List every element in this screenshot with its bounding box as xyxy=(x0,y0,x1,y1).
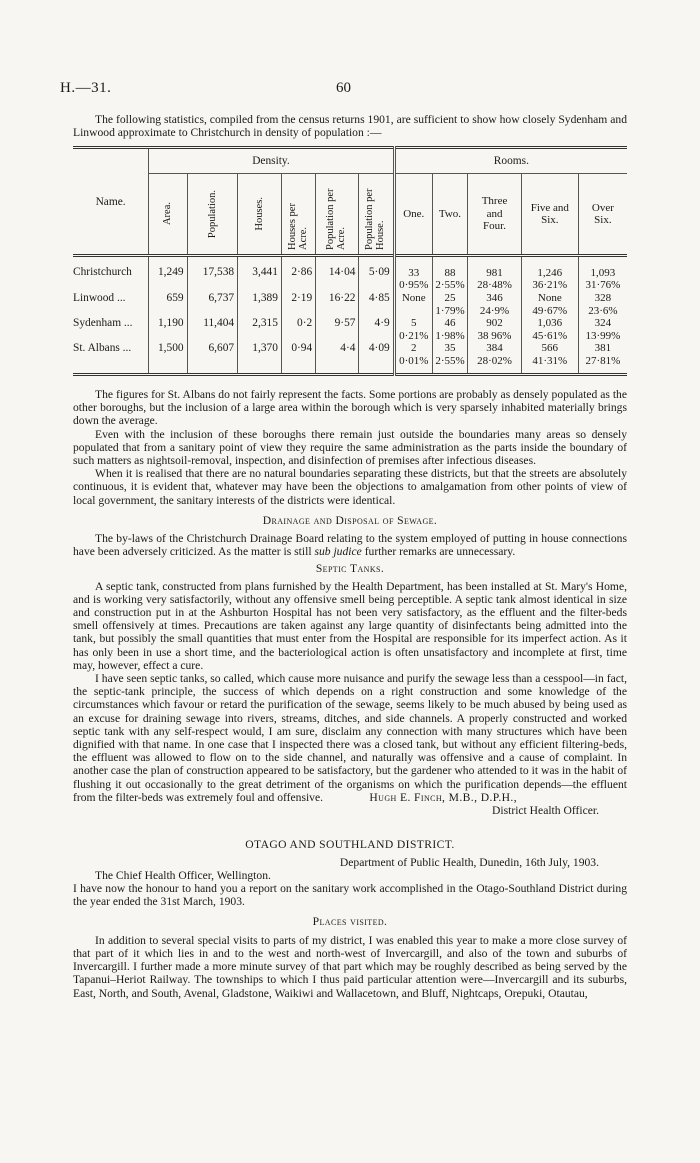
paragraph-septic-1: A septic tank, constructed from plans furnished by the Health Department, has been installed at St. Mary's Home, and is working very satisfactorily, without any offensive smell being perceptible. A septic tank almost identical in size and construction put in at the Ashburton Hospital has not been very satisfactory, as the effluent and the filter-beds smell offensively at times. Precautions are taken against any large quantity of disinfectants being admitted into the tank, but possibly the small quantities that must enter from the Hospital are responsible for its imperfect action. As it has only been in use a short time, and the bacteriological action is often unsatisfactory and incomplete at first, time may, however, effect a cure. xyxy=(73,579,627,672)
cell-houses-per-acre: 2·86 xyxy=(281,256,315,293)
name-header: Name. xyxy=(95,195,126,208)
cell-rooms: 384 28·02% xyxy=(468,342,522,375)
row-name: St. Albans ... xyxy=(73,342,132,354)
cell-rooms: None 49·67% xyxy=(521,292,578,317)
cell-rooms: 566 41·31% xyxy=(521,342,578,375)
cell-rooms: 381 27·81% xyxy=(578,342,627,375)
body-text xyxy=(73,388,627,1000)
cell-area: 1,190 xyxy=(149,317,187,342)
cell-pop-per-house: 4·9 xyxy=(359,317,394,342)
cell-pop-per-acre: 16·22 xyxy=(316,292,359,317)
cell-rooms: None xyxy=(394,292,432,317)
col-pop-per-acre: Population per Acre. xyxy=(325,188,348,250)
cell-houses: 1,370 xyxy=(238,342,282,375)
cell-rooms: 981 28·48% xyxy=(468,256,522,293)
page-number: 60 xyxy=(336,80,351,96)
cell-population: 6,737 xyxy=(187,292,238,317)
cell-pop-per-acre: 14·04 xyxy=(316,256,359,293)
col-houses: Houses. xyxy=(254,197,266,231)
cell-rooms: 1,036 45·61% xyxy=(521,317,578,342)
cell-houses: 3,441 xyxy=(238,256,282,293)
heading-septic-tanks: Septic Tanks. xyxy=(315,562,385,576)
cell-rooms: 35 2·55% xyxy=(432,342,467,375)
paragraph-boundaries: Even with the inclusion of these boroughs there remain just outside the boundaries many areas so densely populated that from a sanitary point of view they require the same administration as the parts inside the boundary of such matters as nightsoil-removal, inspection, and disinfection of premises after infectious diseases. xyxy=(73,427,627,468)
cell-rooms: 324 13·99% xyxy=(578,317,627,342)
intro-block xyxy=(73,113,627,139)
paragraph-places: In addition to several special visits to parts of my district, I was enabled this year to make a more close survey of that part of it which lies in and to the west and north-west of Invercargill, and also of the town and suburbs of Invercargill. I further made a more minute survey of that part which may be roughly described as being served by the Tapanui–Heriot Railway. The townships to which I thus paid particular attention were—Invercargill and its suburbs, East, North, and South, Avenal, Gladstone, Waikiwi and Wallacetown, and Bluff, Nightcaps, Orepuki, Otautau, xyxy=(73,933,627,1000)
cell-rooms: 33 0·95% xyxy=(394,256,432,293)
opening-paragraph: I have now the honour to hand you a report on the sanitary work accomplished in the Otago-Southland District during the year ended the 31st March, 1903. xyxy=(73,882,627,909)
col-population: Population. xyxy=(206,189,218,239)
cell-rooms: 1,246 36·21% xyxy=(521,256,578,293)
density-table xyxy=(73,146,627,376)
cell-pop-per-house: 4·85 xyxy=(359,292,394,317)
cell-pop-per-house: 5·09 xyxy=(359,256,394,293)
col-pop-per-house: Population per House. xyxy=(364,188,387,250)
row-name: Linwood ... xyxy=(73,292,126,304)
addressee: The Chief Health Officer, Wellington. xyxy=(95,868,271,882)
cell-rooms: 88 2·55% xyxy=(432,256,467,293)
cell-pop-per-house: 4·09 xyxy=(359,342,394,375)
cell-rooms: 1,093 31·76% xyxy=(578,256,627,293)
heading-drainage: Drainage and Disposal of Sewage. xyxy=(262,513,438,527)
cell-houses: 2,315 xyxy=(238,317,282,342)
cell-rooms: 346 24·9% xyxy=(468,292,522,317)
intro-paragraph: The following statistics, compiled from the census returns 1901, are sufficient to show how closely Sydenham and Linwood approximate to Christchurch in density of population :— xyxy=(73,113,627,140)
cell-houses: 1,389 xyxy=(238,292,282,317)
cell-rooms: 46 1·98% xyxy=(432,317,467,342)
table-row xyxy=(73,256,627,293)
signature-title: District Health Officer. xyxy=(492,804,599,818)
row-name: Christchurch xyxy=(73,266,132,278)
dateline: Department of Public Health, Dunedin, 16th July, 1903. xyxy=(339,855,599,869)
table-row xyxy=(73,292,627,317)
col-three-four: Three and Four. xyxy=(481,195,508,233)
cell-houses-per-acre: 0·2 xyxy=(281,317,315,342)
cell-pop-per-acre: 9·57 xyxy=(316,317,359,342)
heading-places-visited: Places visited. xyxy=(312,914,388,928)
rooms-header: Rooms. xyxy=(493,155,529,167)
cell-rooms: 2 0·01% xyxy=(394,342,432,375)
cell-population: 17,538 xyxy=(187,256,238,293)
heading-otago: OTAGO AND SOUTHLAND DISTRICT. xyxy=(245,837,455,851)
col-houses-per-acre: Houses per Acre. xyxy=(286,203,309,250)
table-row xyxy=(73,317,627,342)
cell-rooms: 5 0·21% xyxy=(394,317,432,342)
paragraph-drainage: The by-laws of the Christchurch Drainage Board relating to the system employed of putting in house connections have been adversely criticized. As the matter is still sub judice further remarks are unnecessary. xyxy=(73,532,627,559)
cell-houses-per-acre: 0·94 xyxy=(281,342,315,375)
paragraph-septic-2: I have seen septic tanks, so called, which cause more nuisance and purify the sewage less than a cesspool—in fact, the septic-tank principle, the success of which depends on a right construction and some knowledge of the circumstances which favour or retard the purification of the sewage, seems likely to be much abused by being used as an excuse for draining sewage into rivers, streams, ditches, and side channels. A properly constructed and worked septic tank with any self-respect would, I am sure, disclaim any connection with many structures which have been dignified with that name. In one case that I inspected there was a closed tank, but without any efficient filtering-beds, the effluent was allowed to flow on to the side channel, and naturally was offensive and a cause of complaint. In another case the plan of construction appeared to be satisfactory, but the gardener who attended to it was in the habit of flushing it out occasionally to the great detriment of the organisms on which the purification depends—the effluent from the filter-beds was extremely foul and offensive. xyxy=(73,672,627,804)
density-header: Density. xyxy=(252,155,290,167)
report-id: H.—31. xyxy=(60,80,112,96)
col-five-six: Five and Six. xyxy=(530,201,569,226)
cell-population: 11,404 xyxy=(187,317,238,342)
col-two: Two. xyxy=(438,207,462,220)
paragraph-amalgamation: When it is realised that there are no natural boundaries separating these districts, but that the streets are absolutely continuous, it is evident that, whatever may have been the objections to amalgamation from other points of view of local government, the sanitary interests of the districts were identical. xyxy=(73,467,627,507)
cell-pop-per-acre: 4·4 xyxy=(316,342,359,375)
row-name: Sydenham ... xyxy=(73,317,133,329)
cell-rooms: 25 1·79% xyxy=(432,292,467,317)
col-one: One. xyxy=(403,207,425,220)
cell-area: 659 xyxy=(149,292,187,317)
col-over-six: Over Six. xyxy=(591,201,614,226)
table-row xyxy=(73,342,627,375)
paragraph-st-albans: The figures for St. Albans do not fairly represent the facts. Some portions are probably as densely populated as the other boroughs, but the inclusion of a large area within the borough which is very sparsely inhabited materially brings down the average. xyxy=(73,388,627,428)
cell-rooms: 328 23·6% xyxy=(578,292,627,317)
col-area: Area. xyxy=(162,202,174,226)
cell-population: 6,607 xyxy=(187,342,238,375)
cell-houses-per-acre: 2·19 xyxy=(281,292,315,317)
cell-area: 1,500 xyxy=(149,342,187,375)
cell-rooms: 902 38 96% xyxy=(468,317,522,342)
signature: Hugh E. Finch, M.B., D.P.H., xyxy=(369,791,517,805)
cell-area: 1,249 xyxy=(149,256,187,293)
